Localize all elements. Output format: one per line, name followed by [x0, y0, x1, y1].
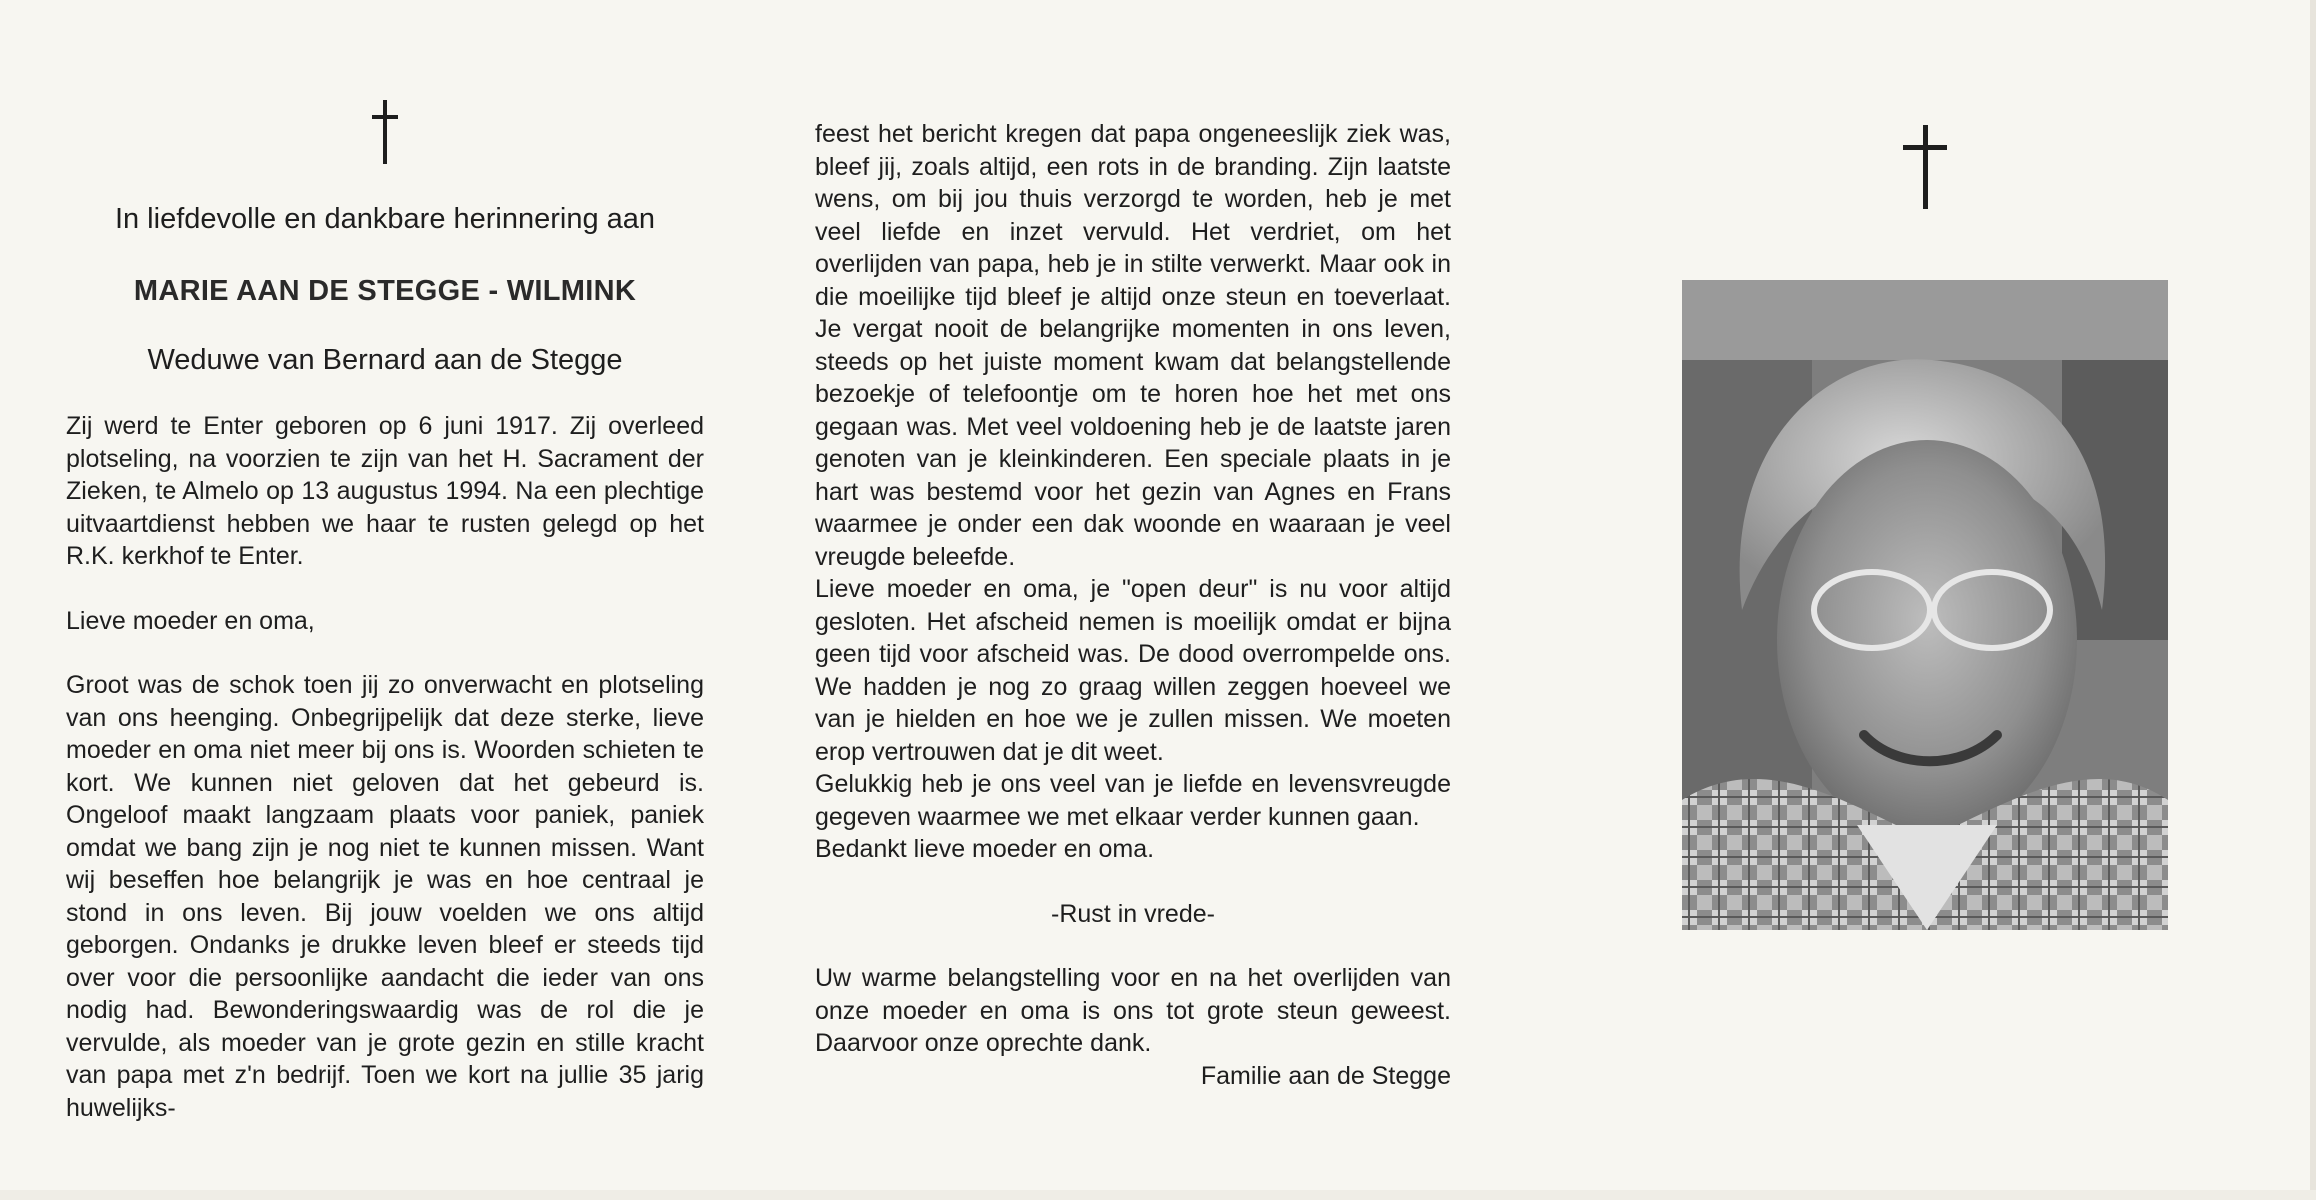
rest-in-peace: -Rust in vrede-: [1051, 899, 1215, 928]
intro-line: In liefdevolle en dankbare herinnering aan: [114, 202, 656, 235]
left-column: [66, 100, 704, 1124]
tribute-paragraph-3: Lieve moeder en oma, je "open deur" is nu voor altijd gesloten. Het afscheid nemen is moeilijk omdat er bijna geen tijd voor afscheid was. De dood overrompelde ons. We hadden je nog zo graag willen zeggen hoeveel we van je hielden en hoe we je zullen missen. We moeten erop vertrouwen dat je dit weet.: [815, 575, 1451, 766]
portrait-photo: [1682, 280, 2168, 930]
biography-paragraph: Zij werd te Enter geboren op 6 juni 1917. Zij overleed plotseling, na voorzien te zijn van het H. Sacrament der Zieken, te Almelo op 13 augustus 1994. Na een plechtige uitvaartdienst hebben we haar te rusten gelegd op het R.K. kerkhof te Enter.: [66, 412, 704, 570]
deceased-name: MARIE AAN DE STEGGE - WILMINK: [133, 275, 637, 307]
middle-column: [815, 118, 1451, 1092]
thanks-paragraph: Uw warme belangstelling voor en na het overlijden van onze moeder en oma is ons tot grote steun geweest. Daarvoor onze oprechte dank.: [815, 964, 1451, 1057]
tribute-paragraph-1: Groot was de schok toen jij zo onverwacht en plotseling van ons heenging. Onbegrijpelijk dat deze sterke, lieve moeder en oma niet meer bij ons is. Woorden schieten te kort. We kunnen niet geloven dat het gebeurd is. Ongeloof maakt langzaam plaats voor paniek, paniek omdat we bang zijn je nog niet te kunnen missen. Want wij beseffen hoe belangrijk je was en hoe centraal je stond in ons leven. Bij jouw voelden we ons altijd geborgen. Ondanks je drukke leven bleef er steeds tijd over voor die persoonlijke aandacht die ieder van ons nodig had. Bewonderingswaardig was de rol die je vervulde, als moeder van je grote gezin en stille kracht van papa met z'n bedrijf. Toen we kort na jullie 35 jarig huwelijks-: [66, 671, 704, 1122]
family-signature: Familie aan de Stegge: [1200, 1061, 1451, 1090]
tribute-paragraph-5: Bedankt lieve moeder en oma.: [815, 835, 1155, 863]
tribute-paragraph-4: Gelukkig heb je ons veel van je liefde en levensvreugde gegeven waarmee we met elkaar verder kunnen gaan.: [815, 770, 1451, 831]
photo-panel: [1682, 125, 2168, 214]
paper-edge: [2310, 0, 2316, 1200]
widow-line: Weduwe van Bernard aan de Stegge: [147, 343, 623, 376]
cross-icon: [66, 100, 704, 173]
cross-icon: [1682, 125, 2168, 214]
tribute-paragraph-2: feest het bericht kregen dat papa ongeneeslijk ziek was, bleef jij, zoals altijd, een rots in de branding. Zijn laatste wens, om bij jou thuis verzorgd te worden, heb je met veel liefde en inzet vervuld. Het verdriet, om het overlijden van papa, heb je in stilte verwerkt. Maar ook in die moeilijke tijd bleef je altijd onze steun en toeverlaat. Je vergat nooit de belangrijke momenten in ons leven, steeds op het juiste moment kwam dat belangstellende bezoekje of telefoontje om te horen hoe het met ons gegaan was. Met veel voldoening heb je de laatste jaren genoten van je kleinkinderen. Een speciale plaats in je hart was bestemd voor het gezin van Agnes en Frans waarmee je onder een dak woonde en waaraan je veel vreugde beleefde.: [815, 120, 1451, 571]
salutation: Lieve moeder en oma,: [66, 606, 315, 635]
paper-bottom-edge: [0, 1190, 2316, 1200]
